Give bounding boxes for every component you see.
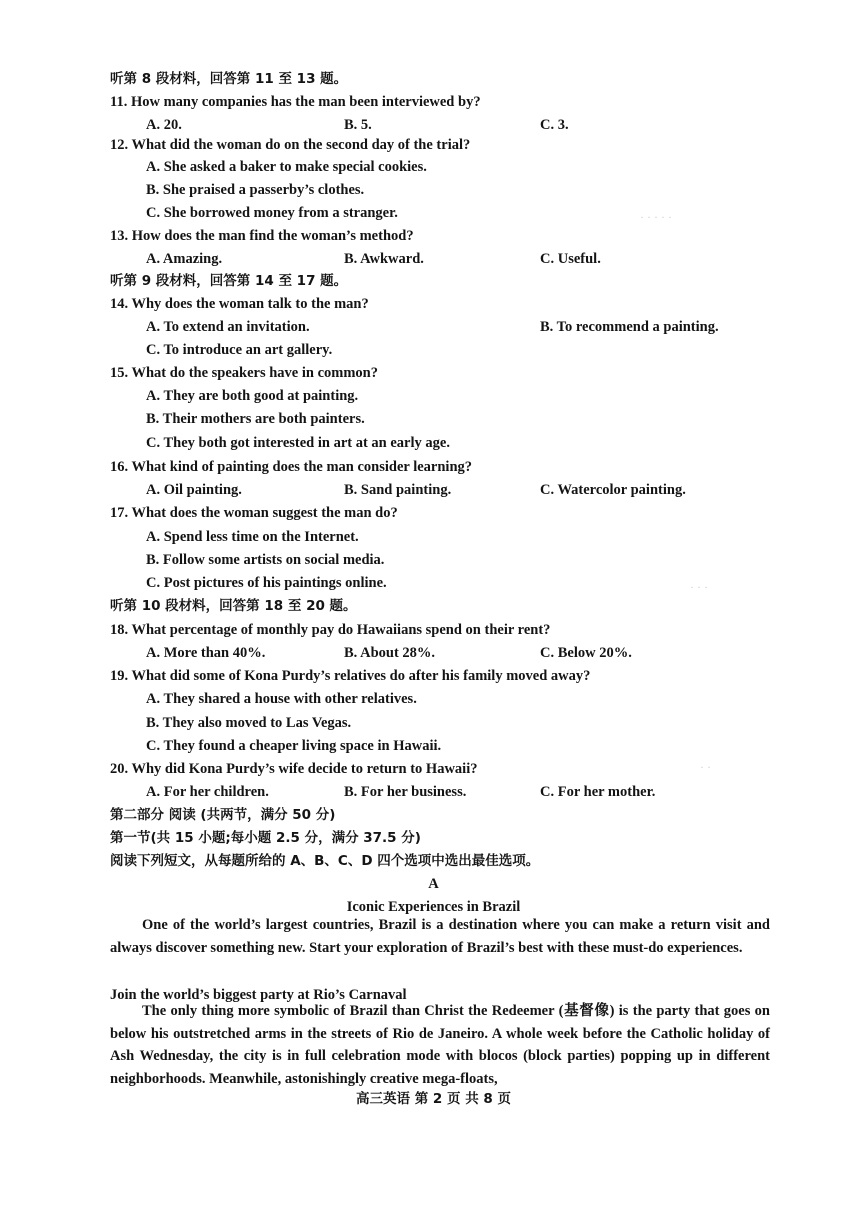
section-heading: 听第 10 段材料，回答第 18 至 20 题。	[110, 598, 357, 614]
option-b: B. Sand painting.	[344, 482, 452, 498]
option-c: C. Useful.	[540, 251, 601, 267]
question-stem: 18. What percentage of monthly pay do Hawaiians spend on their rent?	[110, 622, 551, 638]
page-footer: 高三英语 第 2 页 共 8 页	[356, 1091, 511, 1107]
passage-paragraph: The only thing more symbolic of Brazil than Christ the Redeemer (基督像) is the party that goes on below his outstretched arms in the streets of Rio de Janeiro. A whole week before the Catholic holiday of Ash Wednesday, the city is in full celebration mode with blocos (block parties) popping up in different neighborhoods. Meanwhile, astonishingly creative mega-floats,	[110, 1003, 770, 1087]
option-b: B. 5.	[344, 117, 372, 133]
option-a: A. Oil painting.	[146, 482, 242, 498]
question-stem: 20. Why did Kona Purdy’s wife decide to return to Hawaii?	[110, 761, 478, 777]
question-stem: 16. What kind of painting does the man consider learning?	[110, 459, 473, 475]
option-a: A. Amazing.	[146, 251, 223, 267]
question-stem: 14. Why does the woman talk to the man?	[110, 296, 369, 312]
section-heading: 第一节(共 15 小题;每小题 2.5 分，满分 37.5 分)	[110, 830, 421, 846]
option-a: A. They are both good at painting.	[146, 388, 359, 404]
option-c: C. For her mother.	[540, 784, 656, 800]
option-b: B. About 28%.	[344, 645, 436, 661]
question-stem: 12. What did the woman do on the second day of the trial?	[110, 137, 471, 153]
option-c: C. They found a cheaper living space in Hawaii.	[146, 738, 442, 754]
bleed-through-mark: · · · · ·	[640, 210, 672, 224]
question-stem: 15. What do the speakers have in common?	[110, 365, 378, 381]
option-b: B. She praised a passerby’s clothes.	[146, 182, 365, 198]
question-stem: 19. What did some of Kona Purdy’s relatives do after his family moved away?	[110, 668, 591, 684]
option-c: C. They both got interested in art at an early age.	[146, 435, 450, 451]
option-b: B. To recommend a painting.	[540, 319, 719, 335]
option-c: C. Below 20%.	[540, 645, 632, 661]
option-c: C. She borrowed money from a stranger.	[146, 205, 398, 221]
option-a: A. They shared a house with other relatives.	[146, 691, 417, 707]
option-a: A. To extend an invitation.	[146, 319, 310, 335]
passage-title: Iconic Experiences in Brazil	[346, 899, 521, 915]
bleed-through-mark: · ·	[700, 760, 711, 774]
option-b: B. For her business.	[344, 784, 467, 800]
option-a: A. For her children.	[146, 784, 269, 800]
option-a: A. 20.	[146, 117, 182, 133]
option-c: C. To introduce an art gallery.	[146, 342, 333, 358]
passage-paragraph: One of the world’s largest countries, Brazil is a destination where you can make a return visit and always discover something new. Start your exploration of Brazil’s best with these must-do experiences.	[110, 917, 770, 956]
option-b: B. They also moved to Las Vegas.	[146, 715, 352, 731]
option-a: A. More than 40%.	[146, 645, 266, 661]
question-stem: 17. What does the woman suggest the man do?	[110, 505, 398, 521]
section-heading: 听第 8 段材料，回答第 11 至 13 题。	[110, 71, 348, 87]
option-b: B. Follow some artists on social media.	[146, 552, 385, 568]
bleed-through-mark: · · ·	[690, 580, 708, 594]
question-stem: 11. How many companies has the man been interviewed by?	[110, 94, 481, 110]
option-a: A. Spend less time on the Internet.	[146, 529, 359, 545]
instruction-text: 阅读下列短文，从每题所给的 A、B、C、D 四个选项中选出最佳选项。	[110, 853, 540, 869]
section-heading: 听第 9 段材料，回答第 14 至 17 题。	[110, 273, 348, 289]
part-heading: 第二部分 阅读 (共两节，满分 50 分)	[110, 807, 336, 823]
question-stem: 13. How does the man find the woman’s method?	[110, 228, 414, 244]
passage-letter: A	[428, 876, 439, 892]
option-b: B. Awkward.	[344, 251, 424, 267]
option-c: C. 3.	[540, 117, 569, 133]
option-c: C. Post pictures of his paintings online.	[146, 575, 387, 591]
option-a: A. She asked a baker to make special cookies.	[146, 159, 427, 175]
passage-subheading: Join the world’s biggest party at Rio’s Carnaval	[110, 987, 407, 1003]
option-b: B. Their mothers are both painters.	[146, 411, 365, 427]
option-c: C. Watercolor painting.	[540, 482, 686, 498]
